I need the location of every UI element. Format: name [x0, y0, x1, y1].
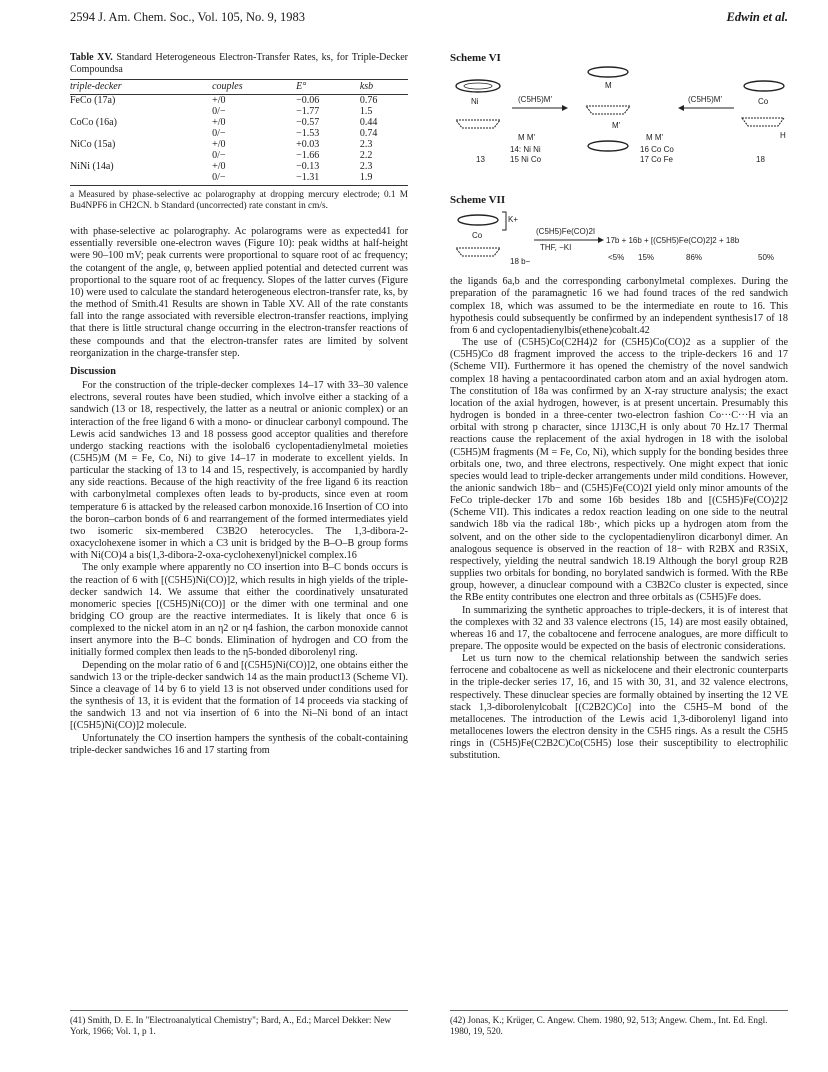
col-header: ksb: [360, 80, 408, 95]
scheme-label: Ni: [471, 97, 479, 107]
scheme-label: 15%: [638, 253, 655, 263]
footnote-right: (42) Jonas, K.; Krüger, C. Angew. Chem. 1980, 92, 513; Angew. Chem., Int. Ed. Engl. 1980, 19, 520.: [450, 1010, 788, 1036]
table-cell: NiCo (15a): [70, 139, 116, 151]
table-cell: CoCo (16a): [70, 117, 117, 129]
scheme7-figure: [450, 208, 788, 270]
table-cell: [70, 128, 212, 139]
table-cell: +/0: [212, 117, 226, 129]
paragraph: the ligands 6a,b and the corresponding carbonylmetal complexes. During the preparation of the paramagnetic 16 we had found traces of the red sandwich complex 18, which was assumed to be the intermediate en route to 16. This hypothesis could subsequently be confirmed by an independent synthesis17 of 18 from 6 and cyclopentadienylbis(ethene)cobalt.42: [450, 276, 788, 336]
table-row: [70, 106, 408, 117]
scheme6-title: Scheme VI: [450, 52, 501, 64]
table-row: [70, 117, 408, 128]
table-caption: [70, 52, 408, 75]
scheme-label: THF, −KI: [540, 243, 572, 253]
right-column: [450, 52, 788, 763]
scheme-label: 17b + 16b + [(C5H5)Fe(CO)2]2 + 18b: [606, 236, 740, 246]
rate-table: [70, 79, 408, 186]
table-cell: FeCo (17a): [70, 95, 116, 107]
table-label: Table XV.: [70, 52, 113, 63]
scheme-label: Co: [472, 231, 483, 241]
table-cell: +/0: [212, 139, 226, 151]
table-cell: +/0: [212, 95, 226, 107]
table-row: [70, 150, 408, 161]
paragraph: Unfortunately the CO insertion hampers the synthesis of the cobalt-containing triple-decker sandwiches 16 and 17 starting from: [70, 732, 408, 756]
table-row: [70, 172, 408, 186]
table-cell: 2.3: [359, 139, 373, 151]
col-header: triple-decker: [70, 80, 212, 95]
table-cell: −0.57: [296, 117, 320, 129]
col-header: couples: [212, 80, 296, 95]
table-cell: −0.13: [296, 161, 320, 173]
table-cell: +/0: [212, 161, 226, 173]
scheme-label: Co: [758, 97, 769, 107]
cp-ring-shape: [456, 80, 500, 92]
table-cell: −0.06: [296, 95, 320, 107]
table-cell: 0.74: [359, 128, 378, 140]
journal-citation: 2594 J. Am. Chem. Soc., Vol. 105, No. 9, 1983: [70, 10, 305, 24]
table-cell: −1.77: [296, 106, 320, 118]
scheme6-figure: [450, 66, 788, 188]
scheme-label: (C5H5)M': [518, 95, 552, 105]
table-cell: 0/−: [212, 128, 226, 140]
table-cell: 2.2: [359, 150, 373, 162]
scheme6-drawing: [450, 66, 788, 188]
paragraph: The use of (C5H5)Co(C2H4)2 for (C5H5)Co(CO)2 as a supplier of the (C5H5)Co d8 fragment improved the access to the triple-deckers 16 and 17 (Scheme VII). Furthermore it has opened the chemistry of the novel sandwich complex 18 having a pentacoordinated carbon atom and an axial hydrogen atom. The constitution of 18a was confirmed by an X-ray structure analysis; the exact location of the axial hydrogen, however, is at present uncertain. Presumably this hydrogen is bonded in a three-center two-electron fashion Co···C···H via an orbital with strong p character, since 1J13C,H is only about 70 Hz.17 Thermal reactions cause the replacement of the axial hydrogen in 18 with the isolobal (C5H5)M fragments (M = Fe, Co, Ni), which supply for the bonding besides three orbitals one, two, and three electrons, respectively. One might expect that ionic species would lead to triple-decker arrangements under mild conditions. However, the anionic sandwich 18b− and (C5H5)Fe(CO)2I yield only minor amounts of the FeCo triple-decker 17b and some 16b besides 18b and [(C5H5)Fe(CO)2]2 (Scheme VII). This indicates a redox reaction leading on one side to the neutral sandwich 18b via the radical 18b·, which picks up a hydrogen atom from the solvent, and on the other side to the cyclopentadienyliron dicarbonyl dimer. An analogous sequence is observed in the reaction of 18− with R2BX and R3SiX, respectively, yielding the neutral sandwich 18.19 Although the boryl group R2B supplies two orbitals for bonding, no borylated sandwich is formed. With the RBe group, however, a dinuclear compound with a C3B2Co cluster is expected, since the RBe entity contributes one electron and three orbitals as (C5H5)Fe does.: [450, 337, 788, 604]
page-header: [70, 10, 788, 28]
table-cell: [70, 106, 212, 117]
author-running-head: Edwin et al.: [726, 10, 788, 24]
col-header: E°: [296, 80, 360, 95]
scheme-label: 14: Ni Ni: [510, 145, 541, 155]
scheme-label: 17 Co Fe: [640, 155, 673, 165]
paragraph: For the construction of the triple-decker complexes 14–17 with 33–30 valence electrons, several routes have been studied, which involve either a stacking of a sandwich (13 or 18, respectively, the latter as a neutral or anionic complex) or an interaction of the free ligand 6 with a mono- or dinuclear carbonyl compound. The Lewis acid sandwiches 13 and 18 possess good acceptor qualities and therefore undergo stacking reactions with the isolobal6 cyclopentadienylmetal moieties (C5H5)M (M = Fe, Co, Ni) to give 14–17 in moderate to excellent yields. In particular the stacking of 13 to 14 and 15, respectively, is accompanied by hardly any side reactions. Because of the high reactivity of the free ligand 6 its reaction with carbonylmetal complexes often leads to by-products, since even at room temperature 6 is attacked by the released carbon monoxide.16 Insertion of CO into the boron–carbon bonds of 6 and rearrangement of the formed intermediates yield two isomeric six-membered C3B2O heterocycles. The 1,3-dibora-2-oxacyclohexene isomer in which a C3 unit is bridged by the B–O–B group forms with Ni(CO)4 a bis(1,3-dibora-2-oxa-cyclohexenyl)nickel complex.16: [70, 380, 408, 562]
section-heading: Discussion: [70, 365, 116, 377]
paragraph: with phase-selective ac polarography. Ac polarograms were as expected41 for essentially reversible one-electron waves (Figure 10): peak widths at half-height were 90–100 mV; peak currents were proportional to square root of ac frequency; the cotangent of the angle, φ, between applied potential and detected current was proportional to the square root of ac frequency. Slopes of the latter curves (Figure 10) were used to calculate the standard heterogeneous electron-transfer rate, ks, by the method of Smith.41 Results are shown in Table XV. All of the rate constants fall into the range associated with reversible electron-transfer reactions, implying that there is little structural change occurring in the electron-transfer reactions of these compounds and that the electron-transfer rates are limited by solvent reorganization in the charge-transfer step.: [70, 226, 408, 359]
scheme-label: M: [605, 81, 612, 91]
table-cell: 0.44: [359, 117, 378, 129]
footnote-left: (41) Smith, D. E. In "Electroanalytical Chemistry"; Bard, A., Ed.; Marcel Dekker: New York, 1966; Vol. 1, p 1.: [70, 1010, 408, 1036]
scheme-label: <5%: [608, 253, 625, 263]
scheme-label: M M': [518, 133, 536, 143]
table-cell: 1.9: [360, 172, 408, 186]
scheme-label: 86%: [686, 253, 703, 263]
scheme-label: (C5H5)Fe(CO)2I: [536, 227, 596, 237]
table-cell: 2.3: [359, 161, 373, 173]
table-cell: −1.31: [296, 172, 360, 186]
table-header-row: [70, 80, 408, 95]
table-cell: −1.53: [296, 128, 320, 140]
scheme-label: M': [612, 121, 621, 131]
left-column: [70, 52, 408, 757]
table-row: [70, 128, 408, 139]
table-caption-text: Standard Heterogeneous Electron-Transfer Rates, ks, for Triple-Decker Compoundsa: [70, 52, 409, 75]
scheme-label: M M': [646, 133, 664, 143]
table-cell: [70, 150, 212, 161]
table-footnote: a Measured by phase-selective ac polarography at dropping mercury electrode; 0.1 M Bu4NPF6 in CH2CN. b Standard (uncorrected) rate constant in cm/s.: [70, 190, 408, 212]
scheme-label: (C5H5)M': [688, 95, 722, 105]
scheme-label: H: [780, 131, 786, 141]
scheme-label: 15 Ni Co: [510, 155, 542, 165]
table-cell: NiNi (14a): [70, 161, 114, 173]
paragraph: The only example where apparently no CO insertion into B–C bonds occurs is the reaction of 6 with [(C5H5)Ni(CO)]2, which results in high yields of the triple-decker sandwich 14. We assume that either the coordinatively unsaturated monomeric species [(C5H5)Ni(CO)] or the dimer with one terminal and one bridging CO group are the reactive intermediates. It is likely that once 6 is complexed to the nickel atom in an η2 or η4 fashion, the carbon monoxide cannot insert anymore into the B–C bonds. Elimination of hydrogen and CO from the initially formed complex then leads to the η5-bonded diborolenyl ring.: [70, 562, 408, 659]
paragraph: In summarizing the synthetic approaches to triple-deckers, it is of interest that the complexes with 32 and 33 valence electrons (15, 14) are most easily obtained, whereas 16 and 17, the cobaltocene and ferrocene analogues, are more difficult to prepare. The opposite would be expected on the basis of electronic considerations.: [450, 604, 788, 652]
table-cell: +0.03: [296, 139, 320, 151]
table-cell: 1.5: [359, 106, 373, 118]
scheme-label: K+: [508, 215, 519, 225]
table-row: [70, 95, 408, 107]
table-row: [70, 139, 408, 150]
table-cell: [70, 172, 212, 186]
paragraph: Let us turn now to the chemical relationship between the sandwich series ferrocene and cobaltocene as well as nickelocene and their electronic counterparts in the triple-decker series 17, 16, and 15 with 30, 31, and 32 valence electrons, respectively. These dinuclear species are formally obtained by inserting the 12 VE stack 1,3-diborolenylcobalt [(C2B2C)Co] into the C5H5–M bond of the metallocenes. The introduction of the Lewis acid 1,3-diborolenyl ligand into metallocenes lowers the electron density in the C5H5 rings. As a result the C5H5 rings in (C5H5)Fe(C2B2C)Co(C5H5) lose their susceptibility to electrophilic substitution.: [450, 653, 788, 762]
scheme7-title: Scheme VII: [450, 194, 506, 207]
scheme7-drawing: [450, 208, 788, 270]
scheme-label: 50%: [758, 253, 775, 263]
scheme-label: 13: [476, 155, 485, 165]
table-cell: 0/−: [212, 106, 226, 118]
scheme-label: 18: [756, 155, 765, 165]
scheme-label: 18 b−: [510, 257, 531, 267]
diborolenyl-ring-shape: [456, 120, 500, 128]
table-cell: 0/−: [212, 150, 226, 162]
table-cell: 0.76: [359, 95, 378, 107]
scheme-label: 16 Co Co: [640, 145, 674, 155]
table-cell: 0/−: [212, 172, 296, 186]
paragraph: Depending on the molar ratio of 6 and [(C5H5)Ni(CO)]2, one obtains either the sandwich 13 or the triple-decker sandwich 14 as the main product13 (Scheme VI). Since a cleavage of 14 by 6 to yield 13 is not observed under conditions used for the synthesis of 13, it is evident that the formation of 14 proceeds via stacking of the sandwich 13 and not via insertion of 6 into the Ni–Ni bond of an intact [(C5H5)Ni(CO)]2 molecule.: [70, 659, 408, 732]
table-cell: −1.66: [296, 150, 320, 162]
table-row: [70, 161, 408, 172]
